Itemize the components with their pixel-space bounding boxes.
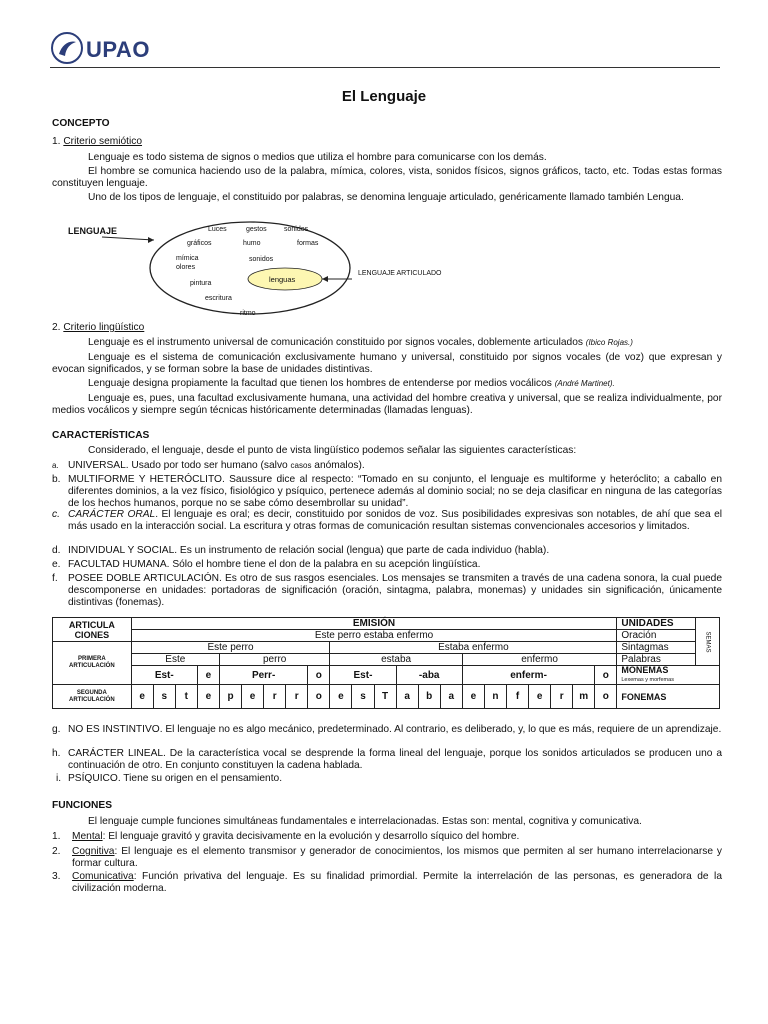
caracteristicas-intro: Considerado, el lenguaje, desde el punto de vista lingüístico podemos señalar las siguientes características: (88, 445, 577, 456)
fonema-cell: s (352, 685, 374, 709)
fonema-cell: b (418, 685, 440, 709)
monema-cell: Perr- (219, 666, 307, 685)
unidad-fonemas: FONEMAS (617, 685, 720, 709)
sintagma-cell: Estaba enfermo (330, 642, 617, 654)
criterio-linguistico: 2. Criterio lingüístico (52, 322, 145, 333)
concepto-heading: CONCEPTO (52, 118, 110, 129)
diagram-word: humo (243, 240, 261, 247)
funciones-heading: FUNCIONES (52, 800, 112, 811)
caract-h: h. CARÁCTER LINEAL. De la característica vocal se desprende la forma lineal del lenguaje, porque los sonidos articulados se producen uno a continuación de otro. En conjunto constituyen la cadena hablada. (52, 748, 722, 771)
fonema-cell: r (264, 685, 286, 709)
caract-e: e. FACULTAD HUMANA. Sólo el hombre tiene el don de la palabra en su acepción lingüística. (52, 559, 481, 570)
row-oracion: Este perro estaba enfermo (131, 630, 617, 642)
table-header-unidades: UNIDADES (617, 618, 696, 630)
diagram-word: gráficos (187, 240, 212, 247)
fonema-cell: e (197, 685, 219, 709)
diagram-word: formas (297, 240, 319, 247)
monema-cell: Est- (131, 666, 197, 685)
caract-d: d. INDIVIDUAL Y SOCIAL. Es un instrumento de relación social (lengua) que parte de cada individuo (habla). (52, 545, 550, 556)
primera-articulacion: PRIMERA ARTICULACIÓN (53, 642, 132, 685)
linguistico-p2: Lenguaje es el sistema de comunicación exclusivamente humano y universal, constituido por signos vocales (de voz) que expresan y evocan significados, y se forman sobre la base de unidades distintivas. (52, 352, 722, 375)
diagram-word: Luces (208, 226, 227, 233)
table-header-articulaciones: ARTICULA CIONES (53, 618, 132, 642)
criterio-semiotico: 1. Criterio semiótico (52, 136, 143, 147)
fonema-cell: o (595, 685, 617, 709)
diagram-word: escritura (205, 295, 232, 302)
diagram-inner-label: lenguas (269, 275, 296, 284)
fonema-cell: e (242, 685, 264, 709)
left-arrow-head (148, 237, 154, 243)
fonema-cell: s (153, 685, 175, 709)
palabra-cell: Este (131, 654, 219, 666)
diagram-word: sonidos (249, 256, 274, 263)
fonema-cell: f (506, 685, 528, 709)
header-rule (50, 67, 720, 68)
fonema-cell: r (551, 685, 573, 709)
diagram-word: sonidos (284, 226, 309, 233)
diagram-word: mímica (176, 255, 199, 262)
left-arrow-line (102, 237, 154, 240)
diagram-word: pintura (190, 280, 212, 287)
unidad-oracion: Oración (617, 630, 696, 642)
funciones-intro: El lenguaje cumple funciones simultáneas fundamentales e interrelacionadas. Estas son: mental, cognitiva y comunicativa. (88, 816, 642, 827)
diagram-shapes (60, 218, 480, 320)
sintagma-cell: Este perro (131, 642, 330, 654)
unidad-sintagmas: Sintagmas (617, 642, 696, 654)
linguistico-p1: Lenguaje es el instrumento universal de comunicación constituido por signos vocales, doblemente articulados (Ibico Rojas.) (88, 337, 633, 348)
semas-cell: SEMAS (696, 618, 720, 666)
fonema-cell: e (529, 685, 551, 709)
fonema-cell: n (484, 685, 506, 709)
diagram-left-label: LENGUAJE (68, 226, 118, 236)
diagram-word: ritmo (240, 310, 256, 317)
logo-name: UPAO (86, 37, 150, 62)
fonema-cell: e (131, 685, 153, 709)
fonema-cell: a (440, 685, 462, 709)
concepto-p1: Lenguaje es todo sistema de signos o medios que utiliza el hombre para comunicarse con los demás. (88, 152, 547, 163)
articulaciones-table (52, 617, 720, 709)
fonema-cell: e (330, 685, 352, 709)
concepto-p2: El hombre se comunica haciendo uso de la palabra, mímica, colores, vista, sonidos físicos, signos gráficos, tacto, etc. Todas estas formas constituyen lenguaje. (52, 166, 722, 189)
monema-cell: o (595, 666, 617, 685)
fonema-cell: o (308, 685, 330, 709)
unidad-palabras: Palabras (617, 654, 696, 666)
diagram-right-label: LENGUAJE ARTICULADO (358, 270, 442, 277)
fonema-cell: m (573, 685, 595, 709)
upao-logo (50, 30, 160, 70)
lenguaje-diagram (60, 218, 480, 320)
caract-b: b. MULTIFORME Y HETERÓCLITO. Saussure dice al respecto: “Tomado en su conjunto, el lenguaje es multiforme y heteróclito; a caballo en diferentes dominios, a la vez físico, fisiológico y psíquico, pertenece además al dominio social; no se deja clasificar en ninguna de las categorías de los hechos humanos, porque no se sabe cómo desembrollar su unidad”. (52, 474, 722, 509)
funcion-mental: 1. Mental: El lenguaje gravitó y gravita decisivamente en la evolución y desarrollo síquico del hombre. (52, 831, 520, 842)
upao-crest-icon (50, 30, 84, 66)
monema-cell: e (197, 666, 219, 685)
segunda-articulacion: SEGUNDA ARTICULACIÓN (53, 685, 132, 709)
caract-c: c. CARÁCTER ORAL. El lenguaje es oral; es decir, constituido por sonidos de voz. Sus posibilidades expresivas son notables, de ahí que sea el más usado en la interacción social. La escritura y otras formas de comunicación resultan sistemas convencionales accesorios y limitados. (52, 509, 722, 532)
unidad-monemas: MONEMAS Lexemas y morfemas (617, 666, 720, 685)
monema-cell: enferm- (462, 666, 594, 685)
fonema-cell: T (374, 685, 396, 709)
caract-f: f. POSEE DOBLE ARTICULACIÓN. Es otro de sus rasgos esenciales. Los mensajes se transmiten a través de una cadena sonora, la cual puede descomponerse en unidades: portadoras de significación (oración, sintagma, palabra, monemas) y unidades sin significación, únicamente distintivas (fonemas). (52, 573, 722, 608)
caract-i: i. PSÍQUICO. Tiene su origen en el pensamiento. (56, 773, 283, 784)
table-header-emision: EMISIÓN (131, 618, 617, 630)
caract-g: g. NO ES INSTINTIVO. El lenguaje no es algo mecánico, predeterminado. Al contrario, es deliberado, y, lo que es más, requiere de un aprendizaje. (52, 724, 722, 735)
funcion-comunicativa: 3. Comunicativa: Función privativa del lenguaje. Es su finalidad primordial. Permite la interrelación de las personas, es generadora de la civilización moderna. (52, 871, 722, 894)
linguistico-p3: Lenguaje designa propiamente la facultad que tienen los hombres de entenderse por medios vocálicos (André Martinet). (88, 378, 615, 389)
page-title: El Lenguaje (341, 88, 427, 105)
diagram-word: gestos (246, 226, 267, 233)
palabra-cell: enfermo (462, 654, 617, 666)
fonema-cell: t (175, 685, 197, 709)
fonema-cell: e (462, 685, 484, 709)
palabra-cell: estaba (330, 654, 462, 666)
fonema-cell: a (396, 685, 418, 709)
diagram-word: olores (176, 264, 196, 271)
monema-cell: o (308, 666, 330, 685)
caract-a: a. UNIVERSAL. Usado por todo ser humano (salvo casos anómalos). (52, 460, 365, 471)
fonema-cell: r (286, 685, 308, 709)
concepto-p3: Uno de los tipos de lenguaje, el constituido por palabras, se denomina lenguaje articulado, genéricamente llamado también Lengua. (88, 192, 684, 203)
right-arrow-head (322, 276, 328, 282)
caracteristicas-heading: CARACTERÍSTICAS (52, 430, 150, 441)
monema-cell: Est- (330, 666, 396, 685)
fonema-cell: p (219, 685, 241, 709)
monema-cell: -aba (396, 666, 462, 685)
palabra-cell: perro (219, 654, 329, 666)
linguistico-p4: Lenguaje es, pues, una facultad exclusivamente humana, una actividad del hombre creativa y universal, que se realiza individualmente, por medios vocálicos y siempre según técnicas históricamente determinadas (llamadas lenguas). (52, 393, 722, 416)
funcion-cognitiva: 2. Cognitiva: El lenguaje es el elemento transmisor y generador de conocimientos, los mismos que permiten al ser humano interrelacionarse y formar cultura. (52, 846, 722, 869)
